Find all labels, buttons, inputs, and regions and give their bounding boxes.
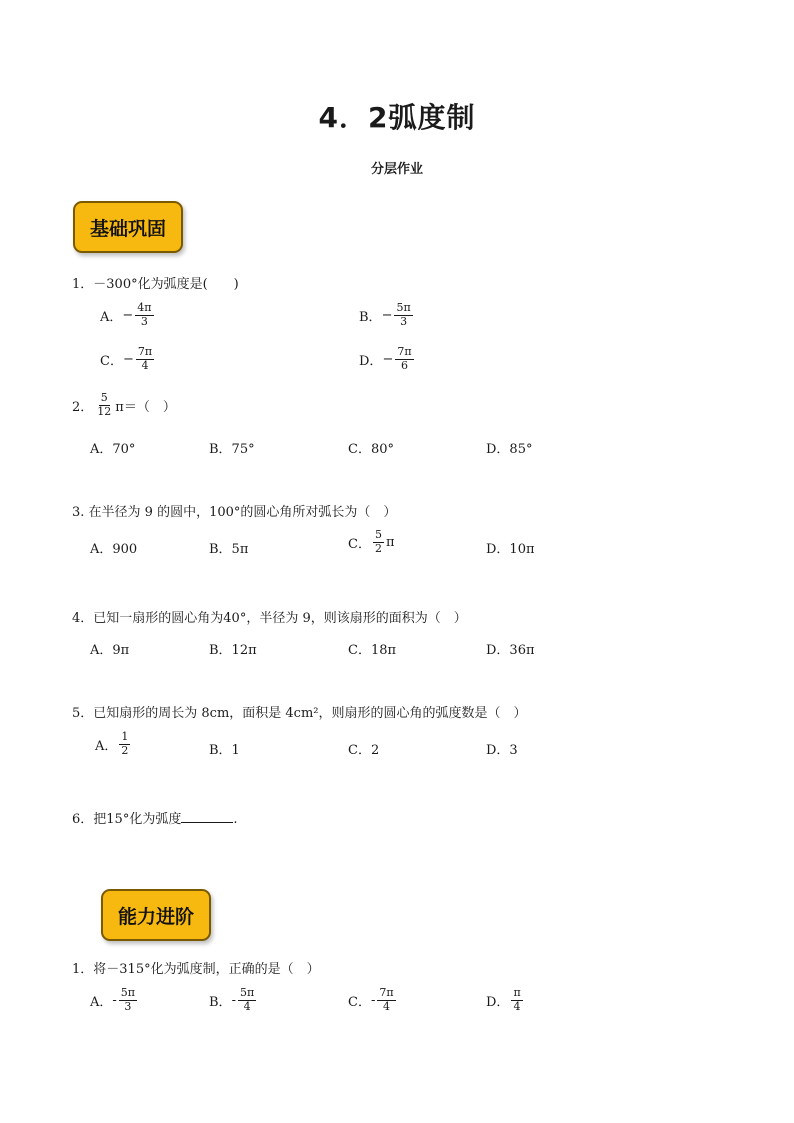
sign: − bbox=[381, 307, 393, 323]
denominator: 4 bbox=[513, 999, 521, 1013]
q3-option-d[interactable]: D．10π bbox=[486, 542, 535, 557]
q4-option-a[interactable]: A．9π bbox=[90, 643, 130, 658]
adv-q1-option-c[interactable] bbox=[348, 987, 398, 1013]
fraction bbox=[373, 529, 384, 555]
numerator: 7π bbox=[137, 345, 153, 358]
numerator: π bbox=[513, 986, 521, 999]
section-label: 基础巩固 bbox=[89, 217, 166, 240]
option-label: B． bbox=[359, 309, 382, 325]
q4-option-b[interactable]: B．12π bbox=[209, 643, 257, 658]
section-label: 能力进阶 bbox=[117, 905, 194, 928]
q2-option-d[interactable]: D．85° bbox=[486, 442, 533, 457]
option-label: A． bbox=[95, 738, 118, 754]
sign: - bbox=[370, 992, 376, 1008]
adv-q1-option-a[interactable] bbox=[90, 987, 139, 1013]
numerator: 7π bbox=[379, 986, 394, 999]
fraction bbox=[395, 346, 413, 372]
option-label: C． bbox=[100, 353, 123, 369]
page-subtitle: 分层作业 bbox=[370, 162, 423, 177]
denominator: 4 bbox=[243, 999, 251, 1013]
q4-option-c[interactable]: C．18π bbox=[348, 643, 397, 658]
q5-option-b[interactable]: B．1 bbox=[209, 743, 240, 758]
option-label: C． bbox=[348, 536, 371, 552]
option-label: C． bbox=[348, 994, 371, 1010]
pi-symbol: π bbox=[385, 534, 395, 550]
q3-option-a[interactable]: A．900 bbox=[90, 542, 138, 557]
sign: − bbox=[122, 307, 134, 323]
q1-option-b[interactable] bbox=[359, 302, 415, 328]
fraction bbox=[119, 987, 137, 1013]
fraction bbox=[135, 302, 153, 328]
q2-option-a[interactable]: A．70° bbox=[90, 442, 136, 457]
advanced-question-1-stem: 1．将－315°化为弧度制，正确的是（ ） bbox=[72, 962, 320, 977]
denominator: 2 bbox=[121, 743, 129, 757]
q5-option-d[interactable]: D．3 bbox=[486, 743, 518, 758]
question-text: π＝（ ） bbox=[115, 399, 176, 415]
numerator: 5 bbox=[374, 528, 382, 541]
q3-option-b[interactable]: B．5π bbox=[209, 542, 249, 557]
q1-option-a[interactable] bbox=[100, 302, 156, 328]
q1-option-c[interactable] bbox=[100, 346, 156, 372]
option-label: D． bbox=[359, 353, 383, 369]
question-2-stem bbox=[72, 392, 176, 418]
section-badge-advanced bbox=[101, 889, 211, 941]
adv-q1-option-b[interactable] bbox=[209, 987, 258, 1013]
option-label: A． bbox=[100, 309, 123, 325]
sign: - bbox=[112, 992, 117, 1008]
option-label: D． bbox=[486, 994, 510, 1010]
q5-option-c[interactable]: C．2 bbox=[348, 743, 380, 758]
question-number: 2． bbox=[72, 399, 94, 415]
sign: − bbox=[122, 351, 134, 367]
q4-option-d[interactable]: D．36π bbox=[486, 643, 535, 658]
answer-blank[interactable] bbox=[181, 810, 233, 823]
numerator: 5 bbox=[100, 391, 108, 404]
question-5-stem: 5．已知扇形的周长为 8cm，面积是 4cm²，则扇形的圆心角的弧度数是（ ） bbox=[72, 706, 527, 721]
fraction bbox=[238, 987, 256, 1013]
question-6 bbox=[72, 808, 237, 827]
q5-option-a[interactable] bbox=[95, 731, 132, 757]
option-label: A． bbox=[90, 994, 113, 1010]
question-4-stem: 4．已知一扇形的圆心角为40°，半径为 9，则该扇形的面积为（ ） bbox=[72, 611, 467, 626]
option-label: B． bbox=[209, 994, 232, 1010]
numerator: 5π bbox=[239, 986, 255, 999]
sign: − bbox=[382, 351, 394, 367]
numerator: 7π bbox=[397, 345, 412, 358]
denominator: 2 bbox=[374, 541, 382, 555]
denominator: 3 bbox=[400, 314, 408, 328]
q2-option-b[interactable]: B．75° bbox=[209, 442, 255, 457]
page-title: 4．2弧度制 bbox=[318, 101, 476, 134]
numerator: 1 bbox=[121, 730, 129, 743]
numerator: 5π bbox=[120, 986, 136, 999]
denominator: 3 bbox=[140, 314, 148, 328]
denominator: 12 bbox=[97, 404, 112, 418]
denominator: 4 bbox=[382, 999, 390, 1013]
fraction bbox=[511, 987, 522, 1013]
q2-option-c[interactable]: C．80° bbox=[348, 442, 394, 457]
question-3-stem: 3. 在半径为 9 的圆中，100°的圆心角所对弧长为（ ） bbox=[72, 505, 397, 520]
sign: - bbox=[231, 992, 236, 1008]
denominator: 3 bbox=[124, 999, 132, 1013]
adv-q1-option-d[interactable] bbox=[486, 987, 525, 1013]
numerator: 4π bbox=[137, 301, 152, 314]
section-badge-basic bbox=[73, 201, 183, 253]
fraction bbox=[377, 987, 395, 1013]
numerator: 5π bbox=[396, 301, 411, 314]
fraction bbox=[95, 392, 113, 418]
period: . bbox=[233, 812, 238, 827]
denominator: 4 bbox=[141, 358, 149, 372]
fraction bbox=[119, 731, 130, 757]
q3-option-c[interactable] bbox=[348, 529, 395, 555]
fraction bbox=[136, 346, 154, 372]
fraction bbox=[394, 302, 412, 328]
question-6-stem: 6．把15°化为弧度 bbox=[72, 812, 182, 827]
q1-option-d[interactable] bbox=[359, 346, 416, 372]
denominator: 6 bbox=[400, 358, 408, 372]
question-1-stem: 1．－300°化为弧度是( ) bbox=[72, 277, 239, 292]
